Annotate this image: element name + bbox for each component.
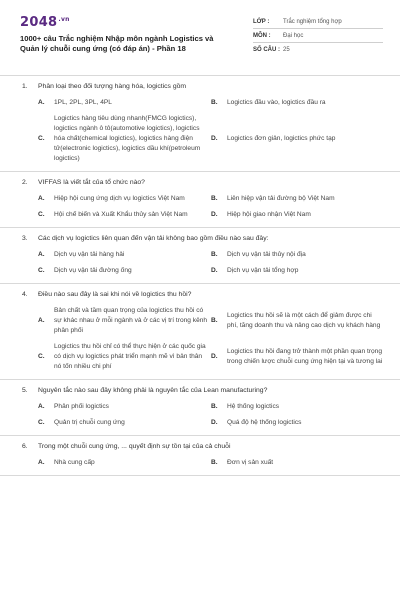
question-number: 4. (22, 291, 28, 298)
answer-options (0, 399, 400, 431)
meta-row (253, 29, 383, 43)
answer-option[interactable] (211, 95, 384, 111)
question-list (0, 76, 400, 476)
option-text: Dịch vụ vận tải đường ống (54, 267, 132, 274)
answer-option[interactable] (211, 263, 384, 279)
question-stem: Phân loại theo đối tượng hàng hóa, logictics gồm (38, 83, 187, 90)
question-stem: Trong một chuỗi cung ứng, ... quyết định sự tồn tại của cả chuỗi (38, 443, 231, 450)
answer-option[interactable] (211, 339, 384, 375)
question-number: 5. (22, 387, 28, 394)
option-letter: C. (38, 353, 45, 360)
option-letter: B. (211, 195, 218, 202)
answer-option[interactable] (38, 339, 211, 375)
question-number: 6. (22, 443, 28, 450)
option-text: Phân phối logictics (54, 403, 109, 410)
option-text: Dịch vụ vận tải thủy nội địa (227, 251, 306, 258)
question-text (0, 178, 400, 188)
answer-option[interactable] (38, 399, 211, 415)
option-text: Hệ thống logictics (227, 403, 280, 410)
option-text: Bản chất và tầm quan trọng của logictics thu hồi có sự khác nhau ở mỗi ngành và ở các vị trí trong kênh phân phối (54, 307, 208, 334)
question-text (0, 82, 400, 92)
meta-table (253, 15, 383, 57)
answer-option[interactable] (38, 95, 211, 111)
option-letter: D. (211, 211, 218, 218)
document-title: 1000+ câu Trắc nghiệm Nhập môn ngành Logistics và Quản lý chuỗi cung ứng (có đáp án) - Phần 18 (20, 34, 214, 53)
option-letter: C. (38, 135, 45, 142)
option-text: 1PL, 2PL, 3PL, 4PL (54, 99, 112, 106)
answer-options (0, 191, 400, 223)
question-stem: Nguyên tắc nào sau đây không phải là nguyên tắc của Lean manufacturing? (38, 387, 268, 394)
option-letter: D. (211, 135, 218, 142)
question-block (0, 76, 400, 172)
option-text: Hiệp hội giao nhận Việt Nam (227, 211, 311, 218)
option-text: Hiệp hội cung ứng dịch vụ logictics Việt Nam (54, 195, 185, 202)
option-text: Dịch vụ vận tải hàng hải (54, 251, 125, 258)
option-letter: D. (211, 267, 218, 274)
answer-option[interactable] (38, 207, 211, 223)
question-number: 2. (22, 179, 28, 186)
meta-label: LỚP : (253, 18, 270, 25)
answer-options (0, 95, 400, 167)
option-text: Nhà cung cấp (54, 459, 95, 466)
answer-option[interactable] (38, 415, 211, 431)
option-letter: B. (211, 459, 218, 466)
question-stem: Các dịch vụ logictics liên quan đến vận tải không bao gồm điều nào sau đây: (38, 235, 269, 242)
option-letter: C. (38, 267, 45, 274)
option-letter: A. (38, 195, 45, 202)
option-text: Quá độ hệ thống logictics (227, 419, 302, 426)
option-text: Dịch vụ vận tải tổng hợp (227, 267, 299, 274)
question-block (0, 228, 400, 284)
question-text (0, 234, 400, 244)
answer-option[interactable] (38, 191, 211, 207)
answer-options (0, 247, 400, 279)
question-text (0, 386, 400, 396)
option-text: Liên hiệp vận tải đường bộ Việt Nam (227, 195, 335, 202)
answer-option[interactable] (211, 399, 384, 415)
meta-row (253, 43, 383, 57)
answer-option[interactable] (38, 247, 211, 263)
question-text (0, 290, 400, 300)
option-letter: D. (211, 419, 218, 426)
question-block (0, 436, 400, 476)
option-letter: B. (211, 251, 218, 258)
meta-value: Đại học (283, 32, 304, 39)
question-block (0, 284, 400, 380)
option-letter: A. (38, 251, 45, 258)
option-text: Quản trị chuỗi cung ứng (54, 419, 125, 426)
document-header (0, 0, 400, 76)
answer-option[interactable] (211, 415, 384, 431)
logo-text: 2048 (20, 15, 58, 30)
option-text: Hội chế biến và Xuất Khẩu thủy sản Việt Nam (54, 211, 188, 218)
answer-option[interactable] (211, 247, 384, 263)
answer-option[interactable] (38, 455, 211, 471)
option-letter: A. (38, 99, 45, 106)
answer-option[interactable] (211, 207, 384, 223)
answer-option[interactable] (211, 303, 384, 339)
option-letter: C. (38, 211, 45, 218)
answer-option[interactable] (211, 111, 384, 167)
question-stem: VIFFAS là viết tắt của tổ chức nào? (38, 179, 145, 186)
meta-value: Trắc nghiệm tổng hợp (283, 18, 342, 25)
site-logo[interactable] (20, 15, 70, 30)
question-number: 3. (22, 235, 28, 242)
question-block (0, 172, 400, 228)
option-letter: B. (211, 317, 218, 324)
logo-suffix: .vn (58, 15, 70, 23)
option-letter: A. (38, 317, 45, 324)
meta-row (253, 15, 383, 29)
option-letter: A. (38, 403, 45, 410)
option-letter: D. (211, 353, 218, 360)
meta-label: SỐ CÂU : (253, 47, 280, 53)
option-text: Logictics thu hồi sẽ là một cách để giảm được chi phí, tăng doanh thu và nâng cao dịch vụ khách hàng (227, 312, 381, 329)
option-letter: A. (38, 459, 45, 466)
answer-option[interactable] (38, 303, 211, 339)
answer-option[interactable] (38, 111, 211, 167)
option-text: Logictics đơn giản, logictics phức tạp (227, 135, 336, 142)
option-letter: B. (211, 99, 218, 106)
option-text: Logictics hàng tiêu dùng nhanh(FMCG logictics), logictics ngành ô tô(automotive logictics), logictics hóa chất(chemical logictics), logictics hàng điện tử(electronic logictics), logictics dầu khí(petroleum logictics) (54, 115, 201, 162)
question-stem: Điều nào sau đây là sai khi nói về logictics thu hồi? (38, 291, 192, 298)
option-letter: B. (211, 403, 218, 410)
option-text: Logictics thu hồi đang trở thành một phần quan trọng trong chiến lược chuỗi cung ứng hiện tại và tương lai (227, 348, 383, 365)
answer-option[interactable] (211, 191, 384, 207)
answer-option[interactable] (211, 455, 384, 471)
answer-options (0, 303, 400, 375)
question-block (0, 380, 400, 436)
option-text: Logictics đầu vào, logictics đầu ra (227, 99, 326, 106)
option-text: Đơn vị sản xuất (227, 459, 274, 466)
option-letter: C. (38, 419, 45, 426)
question-number: 1. (22, 83, 28, 90)
answer-option[interactable] (38, 263, 211, 279)
meta-value: 25 (283, 47, 290, 53)
option-text: Logictics thu hồi chỉ có thể thực hiện ở các quốc gia có dịch vụ logictics phát triển mạnh mẽ vì bản thân nó tốn nhiều chi phí (54, 343, 206, 370)
question-text (0, 442, 400, 452)
meta-label: MÔN : (253, 32, 271, 39)
answer-options (0, 455, 400, 471)
